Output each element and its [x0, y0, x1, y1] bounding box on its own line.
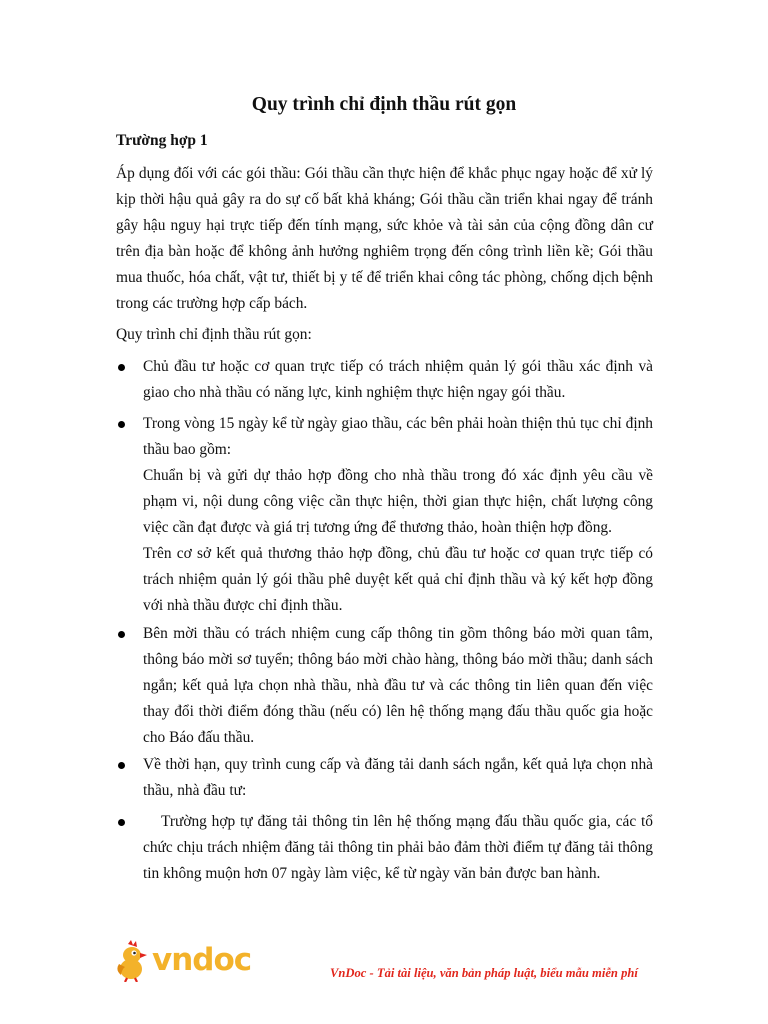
rooster-mascot-icon: [116, 940, 152, 982]
intro-paragraph: Áp dụng đối với các gói thầu: Gói thầu cần thực hiện để khắc phục ngay hoặc để xử lý kịp thời hậu quả gây ra do sự cố bất khả kháng; Gói thầu cần triển khai ngay để tránh gây hậu nguy hại trực tiếp đến tính mạng, sức khỏe và tài sản của cộng đồng dân cư trên địa bàn hoặc để không ảnh hưởng nghiêm trọng đến công trình liền kề; Gói thầu mua thuốc, hóa chất, vật tư, thiết bị y tế để triển khai công tác phòng, chống dịch bệnh trong các trường hợp cấp bách.: [116, 165, 653, 312]
page-title: Quy trình chỉ định thầu rút gọn: [251, 94, 517, 115]
bullet-dot: [118, 762, 125, 769]
footer-tagline: VnDoc - Tải tài liệu, văn bản pháp luật, biểu mẫu miễn phí: [330, 966, 638, 980]
logo-wordmark: vndoc: [152, 942, 252, 978]
bullet-dot: [118, 421, 125, 428]
list-item: [143, 411, 653, 619]
vndoc-logo[interactable]: [116, 940, 266, 982]
bullet-dot: [118, 631, 125, 638]
list-item: [143, 354, 653, 406]
list-item-text: Về thời hạn, quy trình cung cấp và đăng tải danh sách ngắn, kết quả lựa chọn nhà thầu, nhà đầu tư:: [143, 756, 653, 799]
bullet-dot: [118, 819, 125, 826]
list-item-text: Trường hợp tự đăng tải thông tin lên hệ thống mạng đấu thầu quốc gia, các tổ chức chịu trách nhiệm đăng tải thông tin phải bảo đảm thời điểm tự đăng tải thông tin không muộn hơn 07 ngày làm việc, kể từ ngày văn bản được ban hành.: [143, 813, 653, 882]
list-item-text: Bên mời thầu có trách nhiệm cung cấp thông tin gồm thông báo mời quan tâm, thông báo mời sơ tuyển; thông báo mời chào hàng, thông báo mời thầu; danh sách ngắn; kết quả lựa chọn nhà thầu, nhà đầu tư và các thông tin liên quan đến việc thay đổi thời điểm đóng thầu (nếu có) lên hệ thống mạng đấu thầu quốc gia hoặc cho Báo đấu thầu.: [143, 625, 653, 746]
list-item-text: Trong vòng 15 ngày kể từ ngày giao thầu, các bên phải hoàn thiện thủ tục chỉ định thầu bao gồm:: [143, 415, 653, 458]
bullet-dot: [118, 364, 125, 371]
procedure-label: Quy trình chỉ định thầu rút gọn:: [116, 326, 312, 343]
list-item-text: Chủ đầu tư hoặc cơ quan trực tiếp có trách nhiệm quản lý gói thầu xác định và giao cho nhà thầu có năng lực, kinh nghiệm thực hiện ngay gói thầu.: [143, 358, 653, 401]
list-item: [143, 809, 653, 887]
list-item-subparagraph: Chuẩn bị và gửi dự thảo hợp đồng cho nhà thầu trong đó xác định yêu cầu về phạm vi, nội dung công việc cần thực hiện, thời gian thực hiện, chất lượng công việc cần đạt được và giá trị tương ứng để thương thảo, hoàn thiện hợp đồng.: [143, 467, 653, 536]
case-heading: Trường hợp 1: [116, 132, 208, 149]
list-item-subparagraph: Trên cơ sở kết quả thương thảo hợp đồng, chủ đầu tư hoặc cơ quan trực tiếp có trách nhiệm quản lý gói thầu phê duyệt kết quả chỉ định thầu và ký kết hợp đồng với nhà thầu được chỉ định thầu.: [143, 545, 653, 614]
list-item: [143, 621, 653, 751]
list-item: [143, 752, 653, 804]
